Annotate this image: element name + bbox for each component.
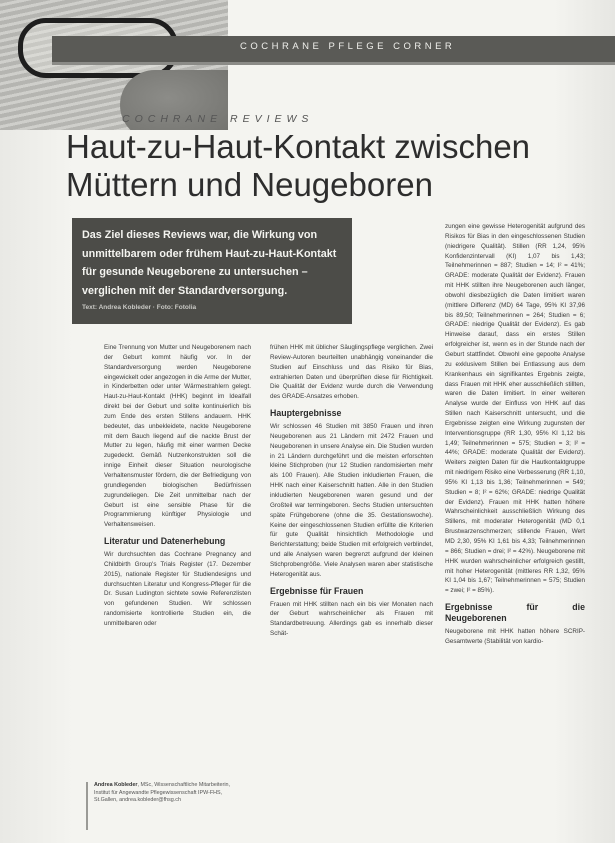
lead-text: Das Ziel dieses Reviews war, die Wirkung von unmittelbarem oder frühem Haut-zu-Haut-Kontakt für gesunde Neugeborene zu untersuchen – verglichen mit der Standardversorgung.: [82, 229, 337, 297]
heading-results: Hauptergebnisse: [270, 408, 342, 419]
byline: Text: Andrea Kobleder · Foto: Fotolia: [82, 304, 197, 312]
women-paragraph: Frauen mit HHK stillten nach ein bis vier Monaten nach der Geburt wahrscheinlicher als Frauen mit Standardbetreuung. Allerdings gab es innerhalb dieser Schät-: [270, 600, 433, 638]
author-box: Andrea Kobleder, MSc, Wissenschaftliche Mitarbeiterin, Institut für Angewandte Pflegewissenschaft IPW-FHS, St.Gallen, andrea.kobleder@fhsg.ch: [86, 782, 242, 830]
section-label: COCHRANE PFLEGE CORNER: [240, 41, 456, 52]
column-3: [445, 222, 585, 822]
results-paragraph: Wir schlossen 46 Studien mit 3850 Frauen und ihren Neugeborenen aus 21 Ländern mit 2472 Frauen und Neugeborenen in unsere Analyse ein. Die Studien wurden in 21 Ländern durchgeführt und die meisten erforschten kleine Stichproben (nur 12 Studien randomisierten mehr als 100 Frauen). Alle Studien inkludierten Frauen, die HHK nach einer Kaiserschnitt hatten. Alle in den Studien inkludierten Neugeborenen waren gesund und der Großteil war termingeboren. Sechs Studien untersuchten späte Frühgeborene (ohne die 35. Gestationswoche). Keine der eingeschlossenen Studien erfüllte die Kriterien für gute Qualität hinsichtlich Methodologie und Berichterstattung; beide Studien mit erfolgreich verblindet, und alle Analysen waren begrenzt aufgrund der kleinen Stichprobengröße. Viele Analysen waren aber statistische Heterogenität aus.: [270, 423, 433, 578]
header-photo: [0, 0, 228, 130]
newborns-paragraph: Neugeborene mit HHK hatten höhere SCRIP-Gesamtwerte (Stabilität von kardio-: [445, 628, 585, 645]
heading-literature: Literatur und Datenerhebung: [104, 536, 226, 547]
article-title: Haut-zu-Haut-Kontakt zwischen Müttern und Neugeboren: [66, 128, 531, 203]
heading-women: Ergebnisse für Frauen: [270, 585, 364, 596]
continued-paragraph: zungen eine gewisse Heterogenität aufgrund des Risikos für Bias in den eingeschlossenen Studien (niedrigere Qualität). Stillen (RR 1,24, 95% Konfidenzintervall (KI) 1,07 bis 1,43; Teilnehmerinnen = 887; Studien = 14; I² = 41%; GRADE: moderate Qualität der Evidenz). Frauen mit HHK stillten ihre Neugeborenen auch länger, obwohl diesbezüglich die Daten limitiert waren (mittlere Differenz (MD) 64 Tage, 95% KI 37,96 bis 89,50; Teilnehmerinnen = 264; Studien = 6; GRADE: niedrige Qualität der Evidenz). Es gab Hinweise darauf, dass ein erstes Stillen erfolgreicher ist, wenn es in der Stunde nach der Geburt stattfindet. Obwohl eine gepoolte Analyse zu exklusivem Stillen bei Entlassung aus dem Krankenhaus ein signifikantes Ergebnis zeigte, dass Frauen mit HHK eher ausschließlich stillten, waren die Daten limitiert. In einer weiteren Analyse wurde der Einfluss von HHK auf das Stillen nach Kaiserschnitt untersucht, und die Ergebnisse zeigten eine Wirkung zugunsten der Interventionsgruppe (RR 1,30, 95% KI 1,12 bis 1,49; Teilnehmerinnen = 575; Studien = 3; I² = 44%; GRADE: moderate Qualität der Evidenz). Weiters zeigten Daten für die Hautkontaktgruppe mit niedrigem Risiko eine Verbesserung (RR 1,10, 95% KI 1,13 bis 1,36; Teilnehmerinnen = 549; Studien = 8; I² = 62%; GRADE: niedrige Qualität der Evidenz). Frauen mit HHK hatten höhere Wahrscheinlichkeit ausschließlich Wirkung des Stillens, mit moderater Heterogenität (MD 0,1 Brustwarzenschmerzen; stillende Frauen, Wert MD 2,30, 95% KI 1,61 bis 4,33; Teilnehmerinnen = 866; Studien = drei; I² = 42%). Neugeborene mit HHK wurden wahrscheinlicher erfolgreich gestillt, mit hoher Heterogenität (mittleres RR 1,32, 95% KI 1,04 bis 1,67; Teilnehmerinnen = 575; Studien = zwei; I² = 85%).: [445, 223, 585, 595]
methods-paragraph: frühen HHK mit üblicher Säuglingspflege verglichen. Zwei Review-Autoren beurteilten unabhängig voneinander die Studien auf Einschluss und das Risiko für Bias, extrahierten Daten und überprüften diese für Richtigkeit. Die Qualität der Evidenz wurde durch die Verwendung des GRADE-Ansatzes erhoben.: [270, 344, 433, 401]
column-1: [104, 343, 251, 731]
literature-paragraph: Wir durchsuchten das Cochrane Pregnancy and Childbirth Group's Trials Register (17. Dezember 2015), nationale Register für Studiendesigns und durchsuchten Literatur und Kongress-Pfleger für die Dr. Susan Ludington sichtete sowie Referenzlisten von gefundenen Studien. Wir schlossen randomisierte kontrollierte Studien ein, die unmittelbaren oder: [104, 551, 251, 627]
intro-paragraph: Eine Trennung von Mutter und Neugeborenem nach der Geburt kommt häufig vor. In der Standardversorgung werden Neugeborene eingewickelt oder angezogen in die Arme der Mutter, in Kinderbetten oder unter Wärmestrahlern gelegt. Haut-zu-Haut-Kontakt (HHK) beginnt im Idealfall direkt bei der Geburt und sollte kontinuierlich bis zum Ende des ersten Stillens andauern. HHK bedeutet, das unbekleidete, nackte Neugeborene mit dem Bauch liegend auf die nackte Brust der Mutter zu legen, häufig mit einer warmen Decke zugedeckt. Gemäß Nutzenkonstrukten soll die innige Einheit dieser Situation neurologische Verhaltensmuster fördern, die der Befriedigung von grundlegenden biologischen Bedürfnissen zugrundeliegen. Die Zeit unmittelbar nach der Geburt ist eine sensible Phase für die Programmierung künftiger Physiologie und Verhaltensweisen.: [104, 344, 251, 529]
heading-newborns: Ergebnisse für die Neugeborenen: [445, 602, 585, 624]
column-2: [270, 343, 433, 823]
header-band-underline: [52, 62, 615, 65]
author-name: Andrea Kobleder: [94, 782, 138, 788]
author-bio: MSc, Wissenschaftliche Mitarbeiterin, Institut für Angewandte Pflegewissenschaft IPW-FHS, St.Gallen, andrea.kobleder@fhsg.ch: [94, 782, 231, 804]
kicker-label: COCHRANE REVIEWS: [122, 113, 314, 125]
lead-box: [72, 218, 352, 324]
